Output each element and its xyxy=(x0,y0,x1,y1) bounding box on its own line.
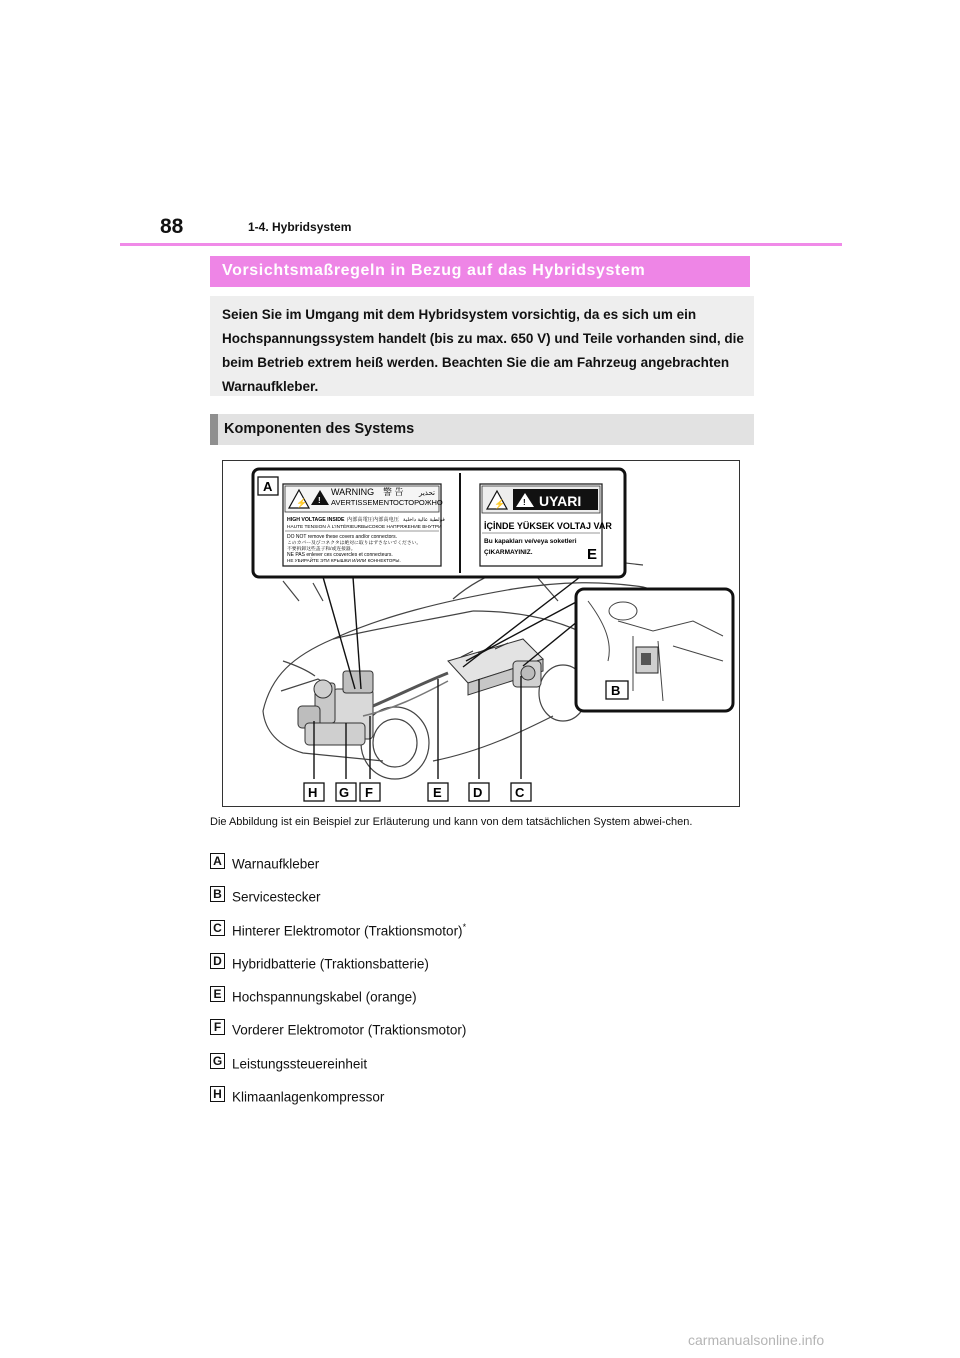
label-tr-line3-text: ÇIKARMAYINIZ. xyxy=(484,549,533,556)
svg-text:!: ! xyxy=(318,496,321,505)
callout-b: B xyxy=(611,683,621,698)
rear-motor xyxy=(513,661,541,687)
label-do-not-text: DO NOT remove these covers and/or connectors. xyxy=(287,534,397,540)
legend-letter: A xyxy=(210,853,225,869)
label-warning-cn-text: 警 告 xyxy=(383,487,404,497)
footnote-marker: * xyxy=(462,921,467,932)
label-high-voltage-text: HIGH VOLTAGE INSIDE xyxy=(287,517,345,523)
list-item xyxy=(210,886,750,919)
section-banner: Vorsichtsmaßregeln in Bezug auf das Hybridsystem xyxy=(210,256,750,287)
svg-text:!: ! xyxy=(523,498,526,507)
label-ostorozhno-text: ОСТОРОЖНО xyxy=(393,498,443,507)
bottom-callouts xyxy=(304,783,531,801)
label-jp-line-text: このカバー及びコネクタは絶対に取りはずさないでください。 xyxy=(287,541,422,546)
list-item xyxy=(210,1053,750,1086)
service-plug-inset xyxy=(576,589,733,711)
page-number: 88 xyxy=(160,215,184,238)
list-item xyxy=(210,986,750,1019)
legend-text: Vorderer Elektromotor (Traktionsmotor) xyxy=(232,1022,467,1038)
label-e-marker: E xyxy=(587,546,598,563)
component-legend xyxy=(210,853,750,1119)
legend-letter: D xyxy=(210,953,225,969)
label-frame-a xyxy=(253,469,625,577)
label-avertissement-text: AVERTISSEMENT xyxy=(331,498,394,507)
label-cn-line-text: 不要拆卸这些盖子和/或连接器。 xyxy=(287,547,356,552)
label-haute-tension-text: HAUTE TENSION À L'INTÉRIEUR xyxy=(287,525,362,530)
intro-box xyxy=(210,296,754,396)
label-tr-line2-text: Bu kapakları ve/veya soketleri xyxy=(484,538,577,545)
label-tr-line1-text: İÇİNDE YÜKSEK VOLTAJ VAR xyxy=(484,521,612,531)
legend-letter: C xyxy=(210,920,225,936)
list-item xyxy=(210,853,750,886)
legend-letter: B xyxy=(210,886,225,902)
legend-letter: F xyxy=(210,1019,225,1035)
callout-h: H xyxy=(308,785,318,800)
label-warning-ar-text: تحذير xyxy=(419,490,435,497)
hv-cable xyxy=(373,673,448,706)
legend-text: Warnaufkleber xyxy=(232,856,320,872)
label-ne-pas-text: NE PAS enlever ces couvercles et connecteurs. xyxy=(287,552,393,558)
callout-e: E xyxy=(433,785,442,800)
callout-c: C xyxy=(515,785,525,800)
section-path: 1-4. Hybridsystem xyxy=(248,220,352,234)
label-hv-ru-text: ВЫСОКОЕ НАПРЯЖЕНИЕ ВНУТРИ xyxy=(361,525,442,530)
legend-letter: G xyxy=(210,1053,225,1069)
list-item xyxy=(210,1086,750,1119)
label-ru-line-text: НЕ УБИРАЙТЕ ЭТИ КРЫШКИ И/ИЛИ КОННЕКТОРЫ. xyxy=(287,558,401,563)
callout-g: G xyxy=(339,785,350,800)
intro-text: Seien Sie im Umgang mit dem Hybridsystem vorsichtig, da es sich um ein Hochspannungssystem handelt (bis zu max. 650 V) und Teile vorhanden sind, die beim Betrieb extrem heiß werden. Beachten Sie die am Fahrzeug angebrachten Warnaufkleber. xyxy=(222,307,744,394)
callout-d: D xyxy=(473,785,483,800)
legend-text: Leistungssteuereinheit xyxy=(232,1056,368,1072)
label-hv-ar-text: فولطية عالية داخلية xyxy=(403,517,445,523)
figure-caption: Die Abbildung ist ein Beispiel zur Erläuterung und kann von dem tatsächlichen System abwei-chen. xyxy=(210,816,693,828)
label-uyari-text: UYARI xyxy=(539,493,582,509)
label-hv-cn-text: 内部高电压 xyxy=(373,517,399,523)
callout-f: F xyxy=(365,785,373,800)
legend-text: Hochspannungskabel (orange) xyxy=(232,989,417,1005)
header-rule xyxy=(120,243,842,246)
legend-text: Hybridbatterie (Traktionsbatterie) xyxy=(232,956,429,972)
callout-a: A xyxy=(263,479,273,494)
system-illustration xyxy=(222,460,740,807)
subsection-heading: Komponenten des Systems xyxy=(210,414,754,445)
legend-text: Servicestecker xyxy=(232,889,321,905)
legend-text: Klimaanlagenkompressor xyxy=(232,1089,385,1105)
legend-text: Hinterer Elektromotor (Traktionsmotor)* xyxy=(232,921,467,939)
legend-letter: H xyxy=(210,1086,225,1102)
svg-text:⚡: ⚡ xyxy=(494,499,506,509)
svg-text:⚡: ⚡ xyxy=(296,498,308,508)
label-hv-jp-text: 内部高電圧 xyxy=(347,517,373,523)
list-item xyxy=(210,920,750,953)
list-item xyxy=(210,1019,750,1052)
list-item xyxy=(210,953,750,986)
label-warning-text: WARNING xyxy=(331,487,375,497)
legend-letter: E xyxy=(210,986,225,1002)
watermark[interactable]: carmanualsonline.info xyxy=(688,1332,825,1348)
